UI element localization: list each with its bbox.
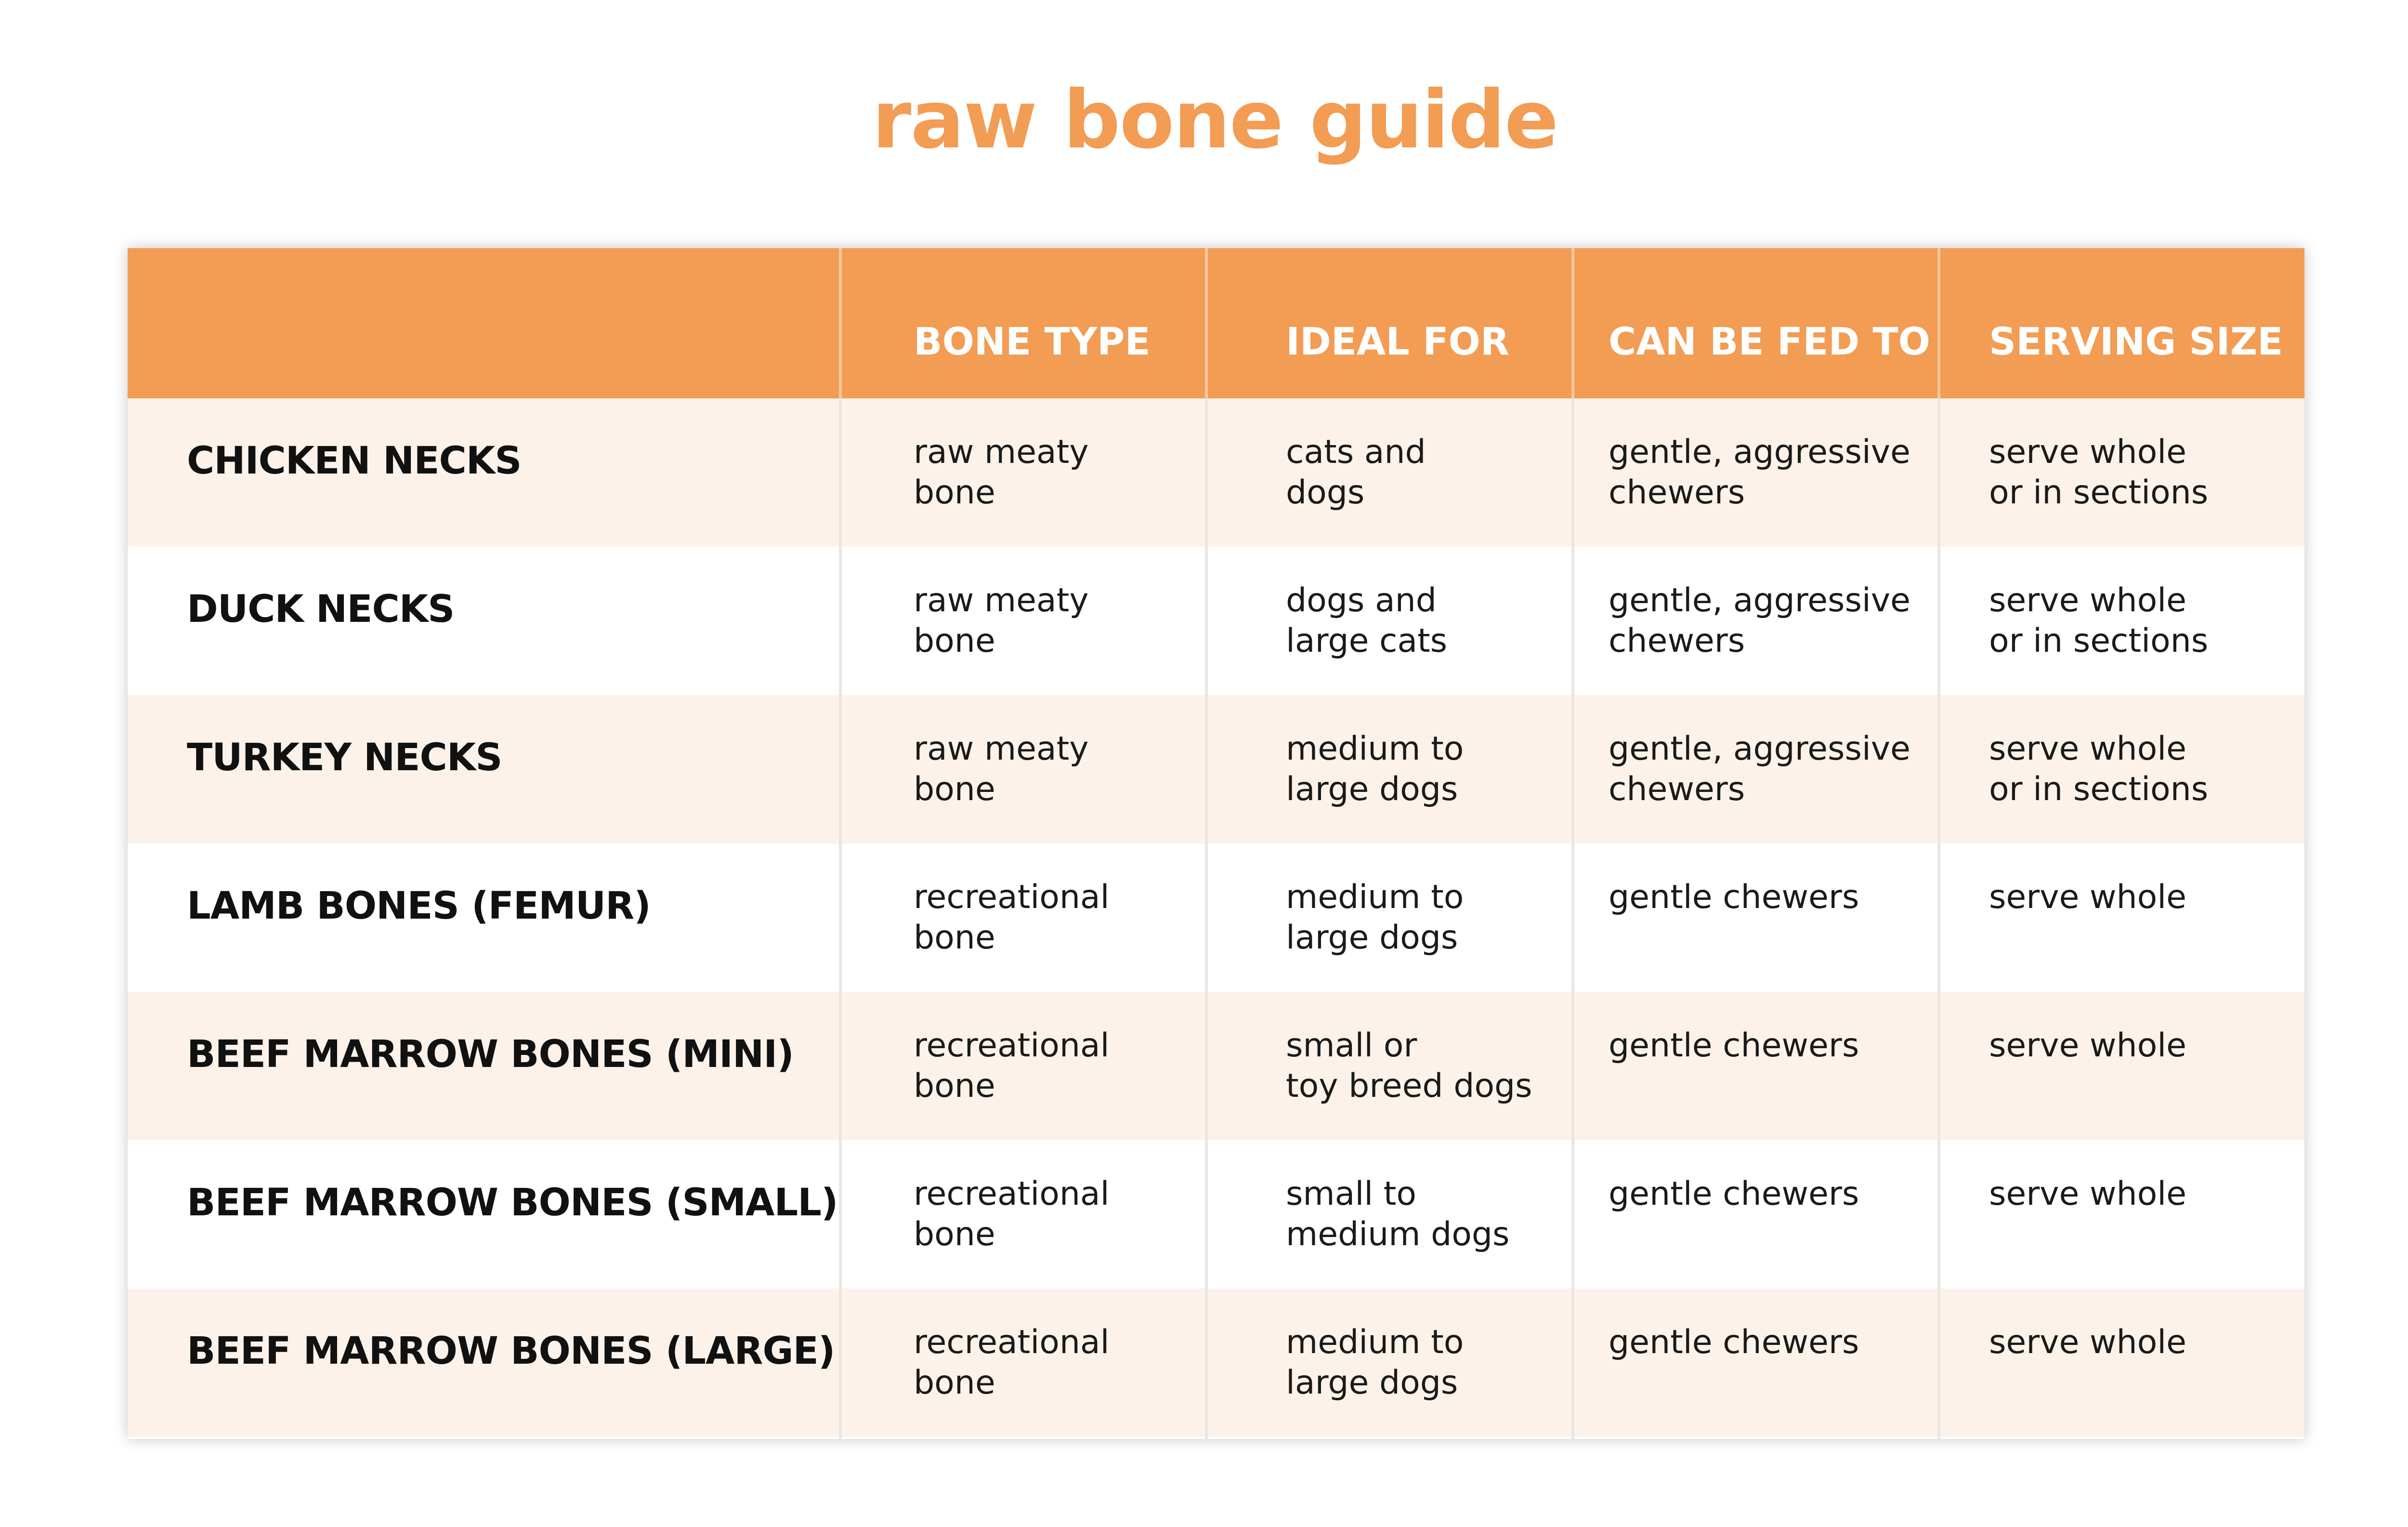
cell-bone-name: DUCK NECKS bbox=[187, 588, 455, 631]
cell-text-line: cats and bbox=[1286, 433, 1426, 471]
cell-bone-type bbox=[914, 1322, 1109, 1403]
cell-ideal-for bbox=[1286, 1174, 1509, 1255]
cell-text-line: or in sections bbox=[1989, 770, 2209, 808]
cell-bone-name: BEEF MARROW BONES (SMALL) bbox=[187, 1181, 838, 1224]
cell-text-line: chewers bbox=[1609, 474, 1745, 512]
cell-text-line: recreational bbox=[914, 878, 1110, 916]
header-divider bbox=[1937, 248, 1940, 398]
column-divider bbox=[839, 248, 842, 1439]
cell-serving-size bbox=[1989, 580, 2208, 661]
cell-bone-type bbox=[914, 580, 1089, 661]
cell-text-line: large dogs bbox=[1286, 1364, 1458, 1402]
cell-text-line: bone bbox=[914, 1364, 995, 1402]
cell-text-line: raw meaty bbox=[914, 433, 1089, 471]
page-title: raw bone guide bbox=[872, 74, 1558, 167]
header-serving-size: SERVING SIZE bbox=[1989, 320, 2283, 364]
cell-text-line: dogs and bbox=[1286, 581, 1437, 619]
cell-can-be-fed-to bbox=[1609, 877, 1859, 918]
cell-text-line: large dogs bbox=[1286, 919, 1458, 957]
cell-text-line: medium dogs bbox=[1286, 1215, 1510, 1253]
table-row bbox=[128, 695, 2304, 843]
cell-text-line: or in sections bbox=[1989, 622, 2209, 660]
cell-text-line: serve whole bbox=[1989, 433, 2186, 471]
cell-serving-size bbox=[1989, 1322, 2186, 1363]
cell-bone-name: BEEF MARROW BONES (MINI) bbox=[187, 1033, 794, 1076]
cell-serving-size bbox=[1989, 729, 2208, 810]
cell-text-line: small or bbox=[1286, 1027, 1417, 1065]
cell-can-be-fed-to bbox=[1609, 729, 1911, 810]
cell-text-line: gentle, aggressive bbox=[1609, 730, 1911, 768]
cell-text-line: bone bbox=[914, 474, 995, 512]
cell-text-line: recreational bbox=[914, 1175, 1110, 1213]
cell-text-line: gentle chewers bbox=[1609, 878, 1859, 916]
cell-text-line: serve whole bbox=[1989, 1323, 2186, 1361]
cell-ideal-for bbox=[1286, 1322, 1464, 1403]
cell-text-line: chewers bbox=[1609, 770, 1745, 808]
cell-text-line: medium to bbox=[1286, 730, 1464, 768]
cell-text-line: toy breed dogs bbox=[1286, 1067, 1532, 1105]
cell-ideal-for bbox=[1286, 877, 1464, 958]
cell-text-line: gentle, aggressive bbox=[1609, 581, 1911, 619]
cell-text-line: serve whole bbox=[1989, 1175, 2186, 1213]
cell-ideal-for bbox=[1286, 432, 1426, 513]
cell-text-line: raw meaty bbox=[914, 730, 1089, 768]
cell-text-line: gentle chewers bbox=[1609, 1323, 1859, 1361]
cell-text-line: recreational bbox=[914, 1027, 1110, 1065]
cell-text-line: bone bbox=[914, 1215, 995, 1253]
cell-can-be-fed-to bbox=[1609, 1322, 1859, 1363]
cell-text-line: gentle, aggressive bbox=[1609, 433, 1911, 471]
cell-ideal-for bbox=[1286, 1026, 1532, 1106]
cell-can-be-fed-to bbox=[1609, 432, 1911, 513]
cell-bone-name: CHICKEN NECKS bbox=[187, 439, 522, 483]
cell-text-line: small to bbox=[1286, 1175, 1417, 1213]
bone-guide-table bbox=[128, 248, 2304, 1439]
cell-bone-name: LAMB BONES (FEMUR) bbox=[187, 884, 651, 928]
cell-bone-name: TURKEY NECKS bbox=[187, 736, 502, 779]
cell-serving-size bbox=[1989, 432, 2208, 513]
cell-text-line: medium to bbox=[1286, 1323, 1464, 1361]
table-row bbox=[128, 1140, 2304, 1289]
cell-ideal-for bbox=[1286, 580, 1447, 661]
cell-text-line: raw meaty bbox=[914, 581, 1089, 619]
cell-bone-type bbox=[914, 1026, 1109, 1106]
header-divider bbox=[1571, 248, 1574, 398]
header-ideal-for: IDEAL FOR bbox=[1286, 320, 1509, 364]
table-header-row bbox=[128, 248, 2304, 398]
cell-text-line: medium to bbox=[1286, 878, 1464, 916]
cell-serving-size bbox=[1989, 1174, 2186, 1214]
header-divider bbox=[1205, 248, 1208, 398]
cell-text-line: bone bbox=[914, 1067, 995, 1105]
cell-text-line: serve whole bbox=[1989, 1027, 2186, 1065]
cell-text-line: gentle chewers bbox=[1609, 1027, 1859, 1065]
cell-can-be-fed-to bbox=[1609, 1026, 1859, 1066]
cell-bone-type bbox=[914, 1174, 1109, 1255]
cell-text-line: serve whole bbox=[1989, 730, 2186, 768]
cell-can-be-fed-to bbox=[1609, 580, 1911, 661]
cell-bone-type bbox=[914, 877, 1109, 958]
header-bone-type: BONE TYPE bbox=[914, 320, 1151, 364]
cell-text-line: chewers bbox=[1609, 622, 1745, 660]
column-divider bbox=[1937, 248, 1940, 1439]
cell-bone-type bbox=[914, 432, 1089, 513]
cell-bone-type bbox=[914, 729, 1089, 810]
cell-serving-size bbox=[1989, 1026, 2186, 1066]
cell-text-line: bone bbox=[914, 622, 995, 660]
cell-can-be-fed-to bbox=[1609, 1174, 1859, 1214]
cell-text-line: bone bbox=[914, 919, 995, 957]
cell-text-line: large dogs bbox=[1286, 770, 1458, 808]
table-row bbox=[128, 398, 2304, 547]
cell-text-line: or in sections bbox=[1989, 474, 2209, 512]
cell-text-line: dogs bbox=[1286, 474, 1365, 512]
cell-text-line: gentle chewers bbox=[1609, 1175, 1859, 1213]
header-can-be-fed-to: CAN BE FED TO bbox=[1609, 320, 1930, 364]
cell-ideal-for bbox=[1286, 729, 1464, 810]
cell-text-line: serve whole bbox=[1989, 581, 2186, 619]
table-row bbox=[128, 992, 2304, 1140]
header-divider bbox=[839, 248, 842, 398]
table-row bbox=[128, 843, 2304, 992]
cell-text-line: serve whole bbox=[1989, 878, 2186, 916]
cell-text-line: large cats bbox=[1286, 622, 1448, 660]
column-divider bbox=[1205, 248, 1208, 1439]
cell-text-line: recreational bbox=[914, 1323, 1110, 1361]
cell-serving-size bbox=[1989, 877, 2186, 918]
table-row bbox=[128, 1289, 2304, 1437]
cell-text-line: bone bbox=[914, 770, 995, 808]
cell-bone-name: BEEF MARROW BONES (LARGE) bbox=[187, 1330, 835, 1373]
table-row bbox=[128, 547, 2304, 695]
column-divider bbox=[1571, 248, 1574, 1439]
